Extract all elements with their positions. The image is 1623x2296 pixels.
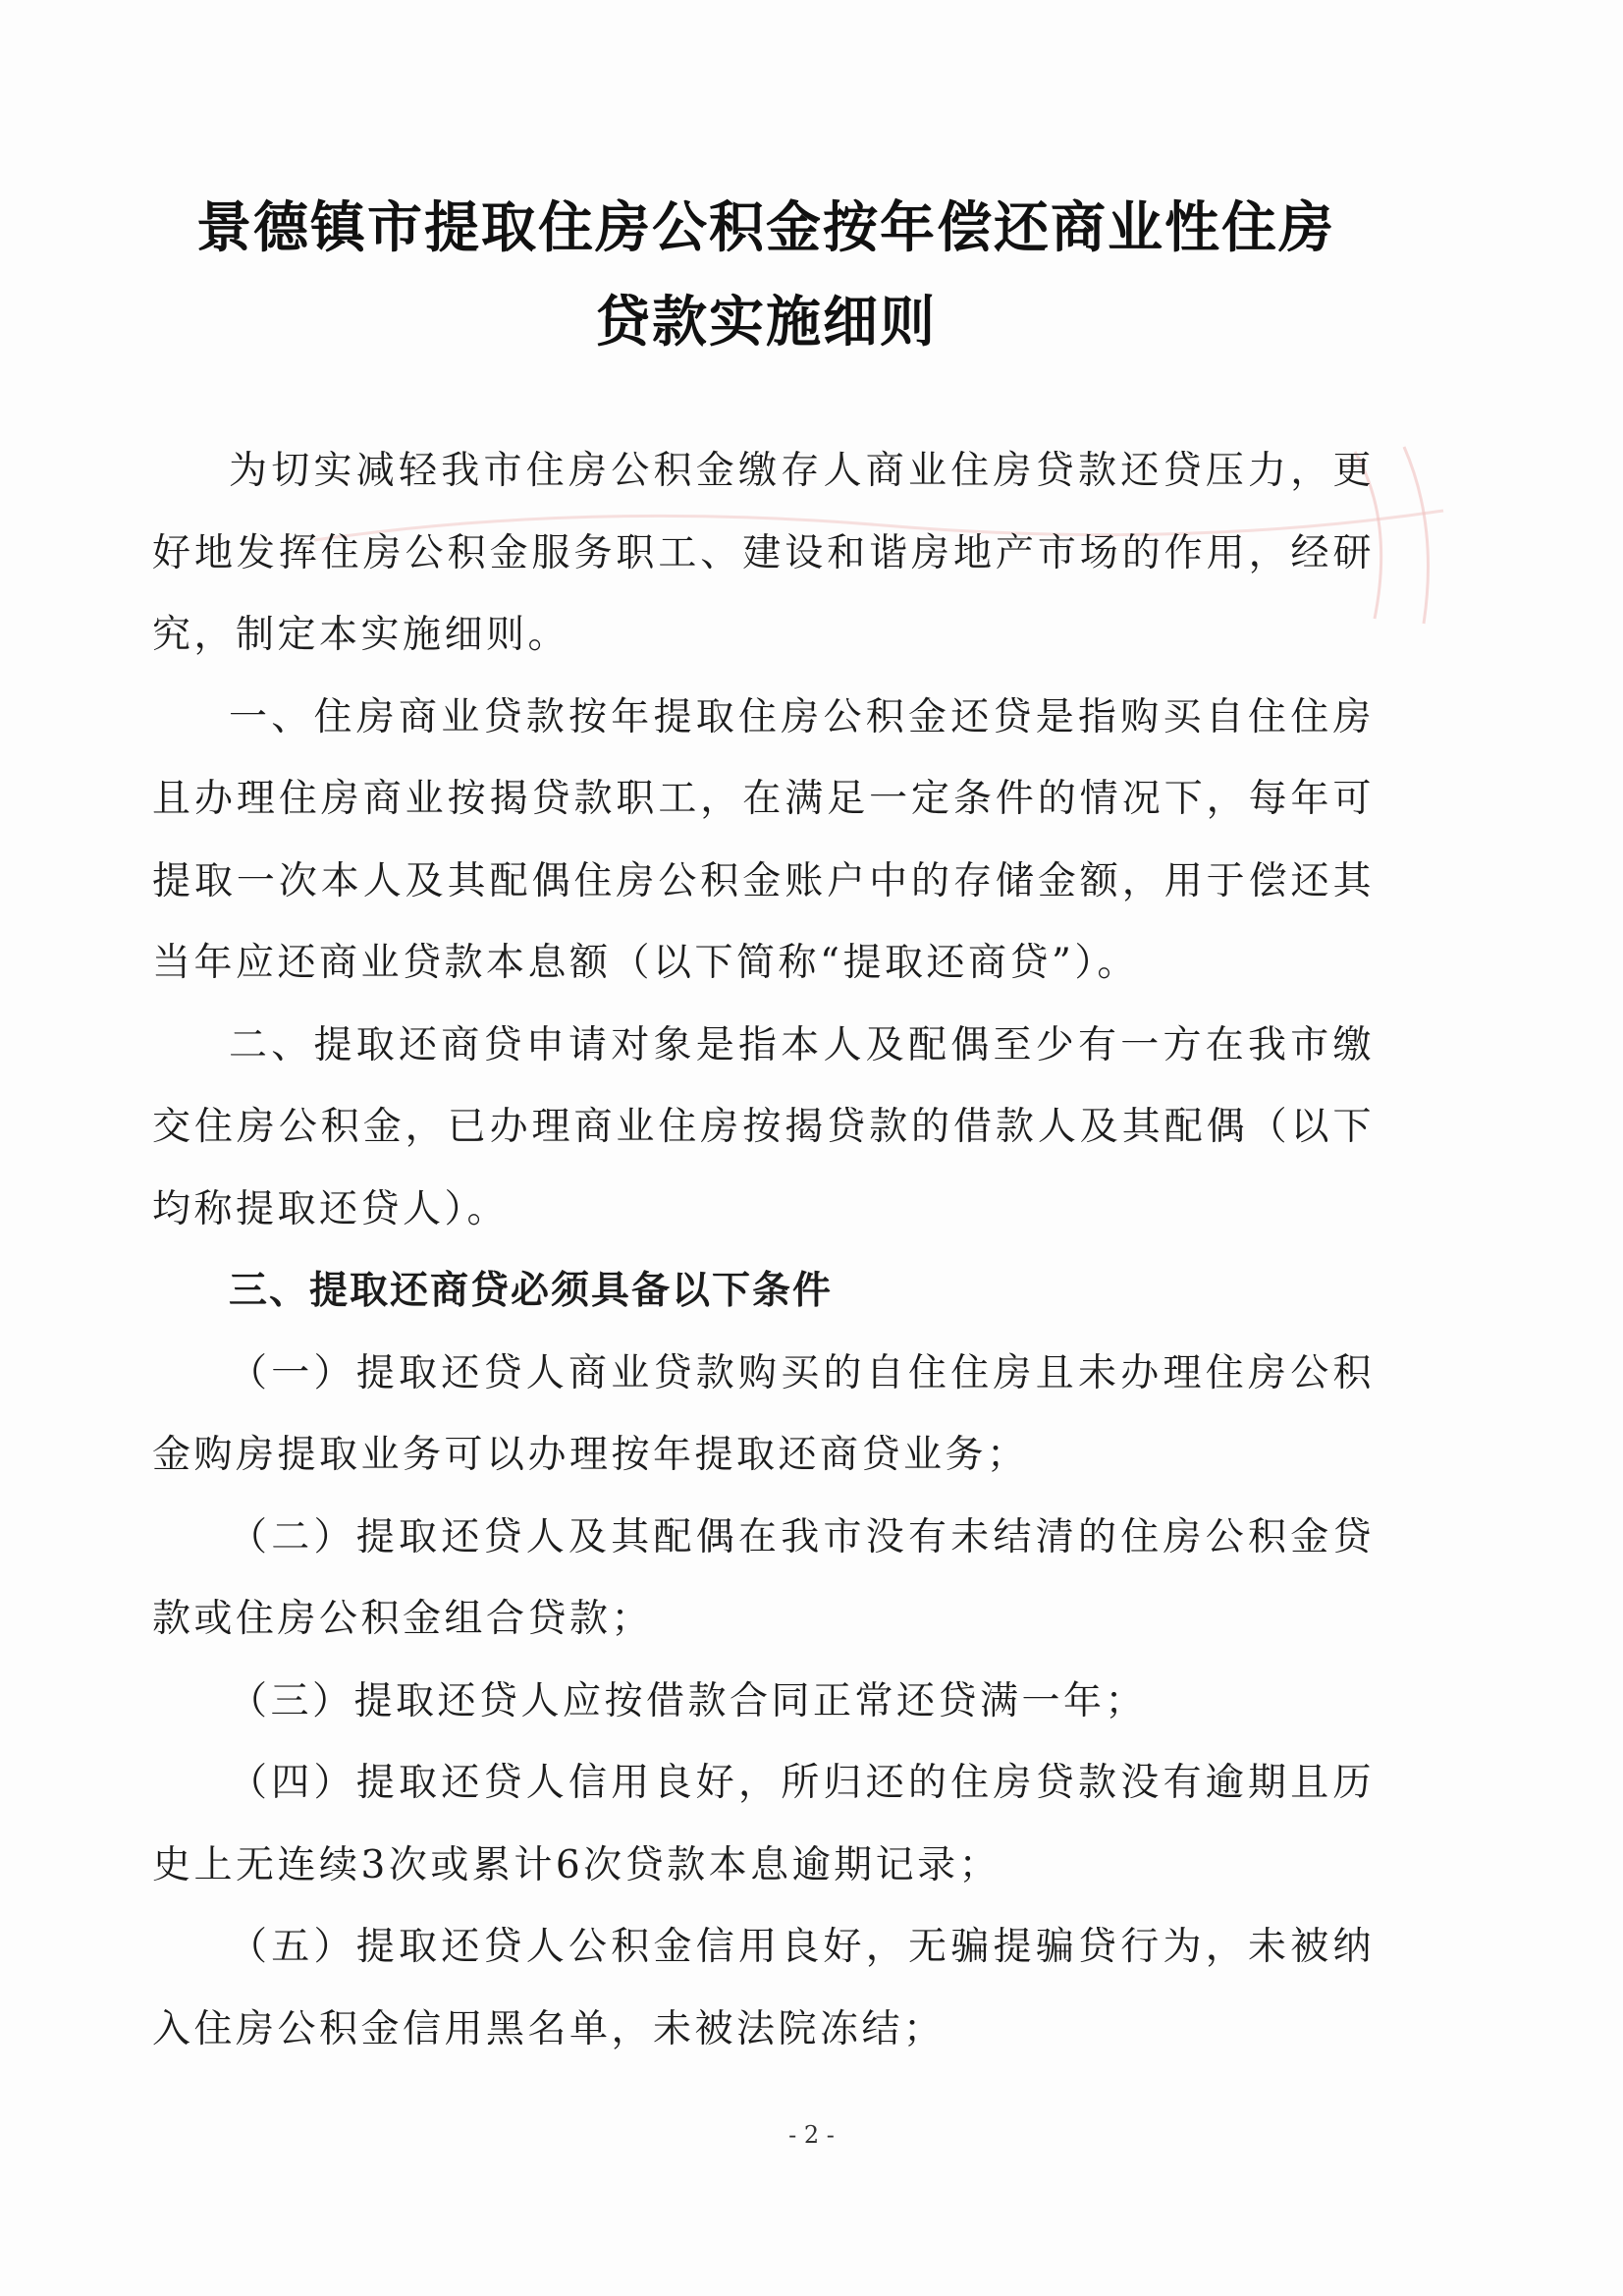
document-body <box>152 430 1375 2070</box>
section-1-paragraph: 一、住房商业贷款按年提取住房公积金还贷是指购买自住住房且办理住房商业按揭贷款职工，在满足一定条件的情况下，每年可提取一次本人及其配偶住房公积金账户中的存储金额，用于偿还其当年应还商业贷款本息额（以下简称“提取还商贷”）。 <box>152 694 1375 985</box>
intro-paragraph: 为切实减轻我市住房公积金缴存人商业住房贷款还贷压力，更好地发挥住房公积金服务职工、建设和谐房地产市场的作用，经研究，制定本实施细则。 <box>152 449 1375 657</box>
document-title <box>157 182 1375 370</box>
condition-4-paragraph: （四）提取还贷人信用良好，所归还的住房贷款没有逾期且历史上无连续3次或累计6次贷款本息逾期记录； <box>152 1761 1375 1887</box>
condition-3-paragraph: （三）提取还贷人应按借款合同正常还贷满一年； <box>229 1678 1148 1723</box>
condition-5-paragraph: （五）提取还贷人公积金信用良好，无骗提骗贷行为，未被纳入住房公积金信用黑名单，未被法院冻结； <box>152 1925 1375 2051</box>
title-line-2: 贷款实施细则 <box>595 291 937 355</box>
section-2-paragraph: 二、提取还商贷申请对象是指本人及配偶至少有一方在我市缴交住房公积金，已办理商业住房按揭贷款的借款人及其配偶（以下均称提取还贷人）。 <box>152 1022 1375 1231</box>
page-number: - 2 - <box>788 2121 835 2149</box>
condition-2-paragraph: （二）提取还贷人及其配偶在我市没有未结清的住房公积金贷款或住房公积金组合贷款； <box>152 1514 1375 1641</box>
section-3-heading: 三、提取还商贷必须具备以下条件 <box>229 1269 834 1313</box>
condition-1-paragraph: （一）提取还贷人商业贷款购买的自住住房且未办理住房公积金购房提取业务可以办理按年提取还商贷业务； <box>152 1350 1375 1477</box>
title-line-1: 景德镇市提取住房公积金按年偿还商业性住房 <box>196 196 1335 260</box>
